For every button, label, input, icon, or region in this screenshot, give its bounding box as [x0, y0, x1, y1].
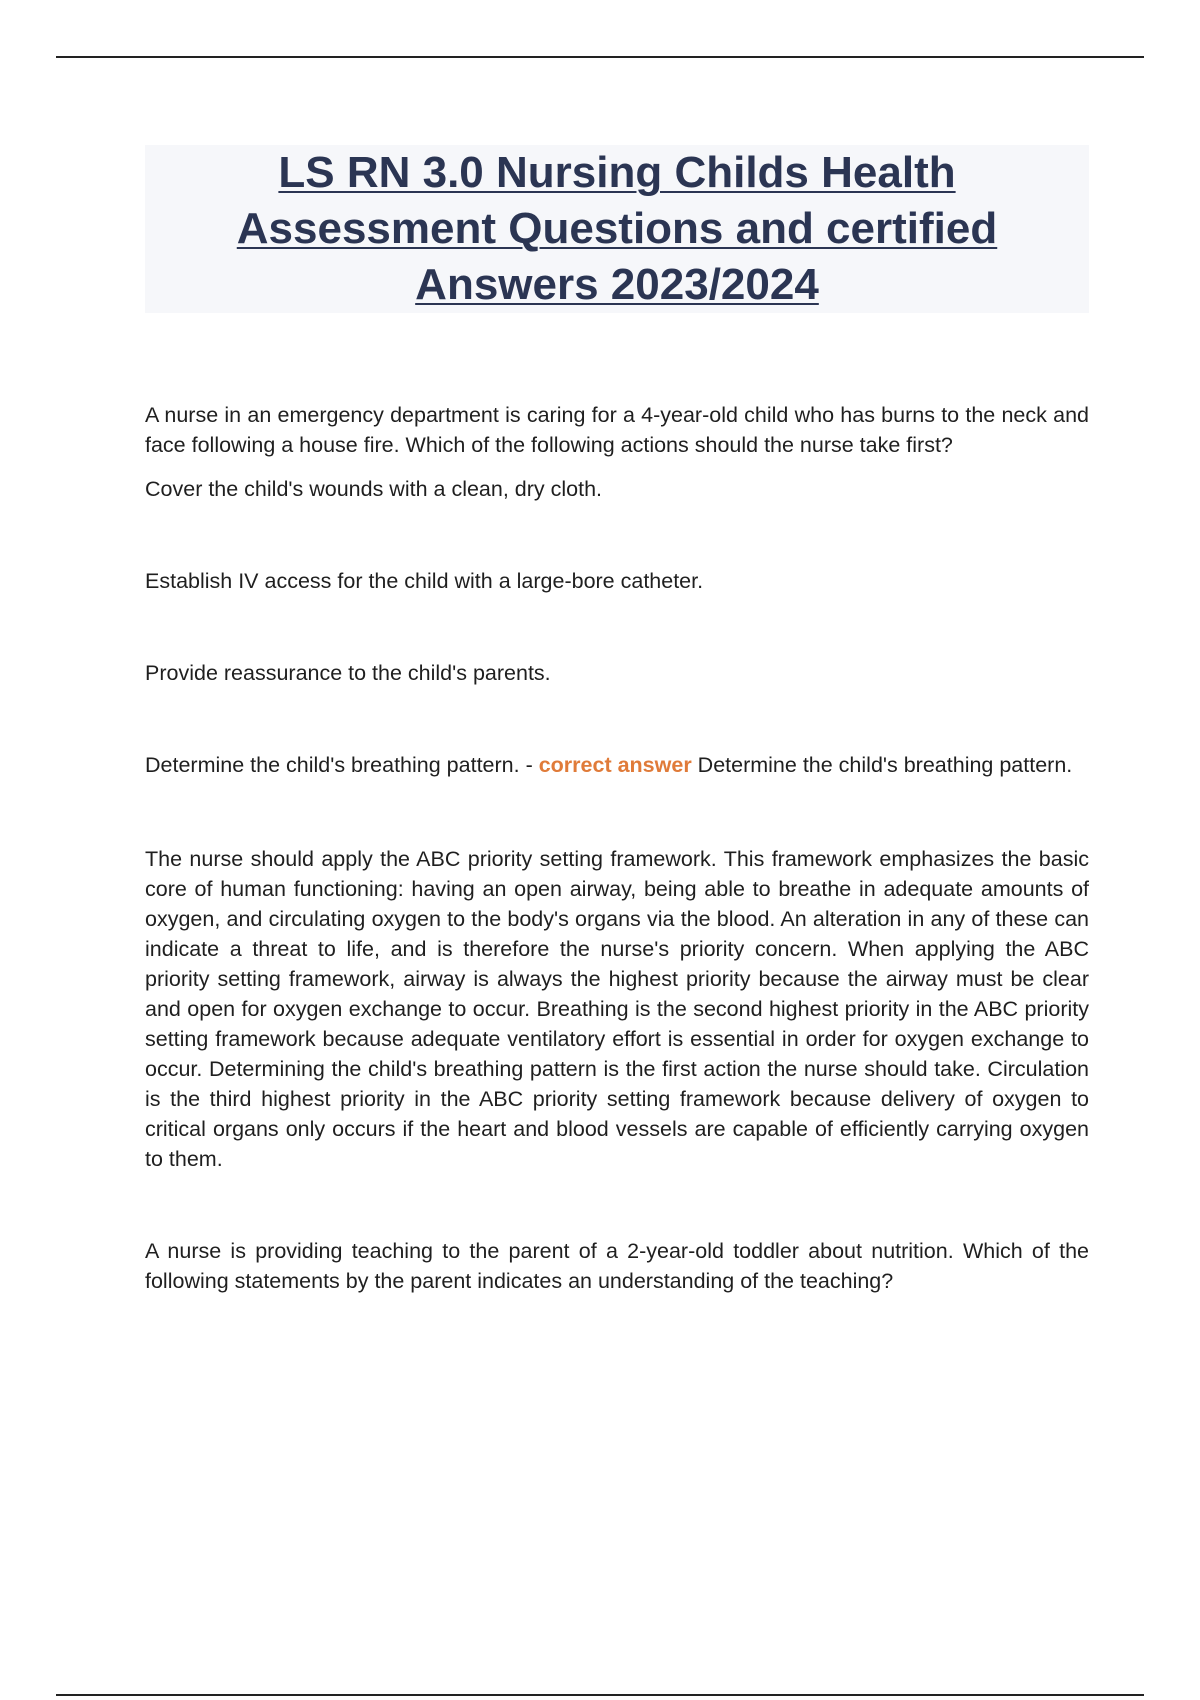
correct-answer-marker: correct answer — [538, 753, 692, 777]
rationale-paragraph: The nurse should apply the ABC priority setting framework. This framework emphasizes the basic core of human functioning: having an open airway, being able to breathe in adequate amounts of oxygen, and circulating oxygen to the body's organs via the blood. An alteration in any of these can indicate a threat to life, and is therefore the nurse's priority concern. When applying the ABC priority setting framework, airway is always the highest priority because the airway must be clear and open for oxygen exchange to occur. Breathing is the second highest priority in the ABC priority setting framework because adequate ventilatory effort is essential in order for oxygen exchange to occur. Determining the child's breathing pattern is the first action the nurse should take. Circulation is the third highest priority in the ABC priority setting framework because delivery of oxygen to critical organs only occurs if the heart and blood vessels are capable of efficiently carrying oxygen to them. — [145, 847, 1089, 1171]
answer-option-3: Provide reassurance to the child's parents. — [145, 661, 551, 685]
document-body — [145, 400, 1089, 1296]
answer-option-1: Cover the child's wounds with a clean, dry cloth. — [145, 477, 603, 501]
correct-answer-text: Determine the child's breathing pattern. — [697, 753, 1073, 777]
title-box — [145, 145, 1089, 313]
page-title: LS RN 3.0 Nursing Childs Health Assessment Questions and certified Answers 2023/2024 — [236, 148, 998, 309]
bottom-rule — [56, 1694, 1144, 1696]
question-2-text: A nurse is providing teaching to the parent of a 2-year-old toddler about nutrition. Which of the following statements by the parent indicates an understanding of the teaching? — [145, 1239, 1089, 1293]
correct-answer-line — [145, 750, 1089, 780]
answer-option-2: Establish IV access for the child with a large-bore catheter. — [145, 569, 704, 593]
top-rule — [56, 56, 1144, 58]
question-1-text: A nurse in an emergency department is caring for a 4-year-old child who has burns to the neck and face following a house fire. Which of the following actions should the nurse take first? — [145, 403, 1089, 457]
answer-option-4: Determine the child's breathing pattern. - — [145, 753, 533, 777]
